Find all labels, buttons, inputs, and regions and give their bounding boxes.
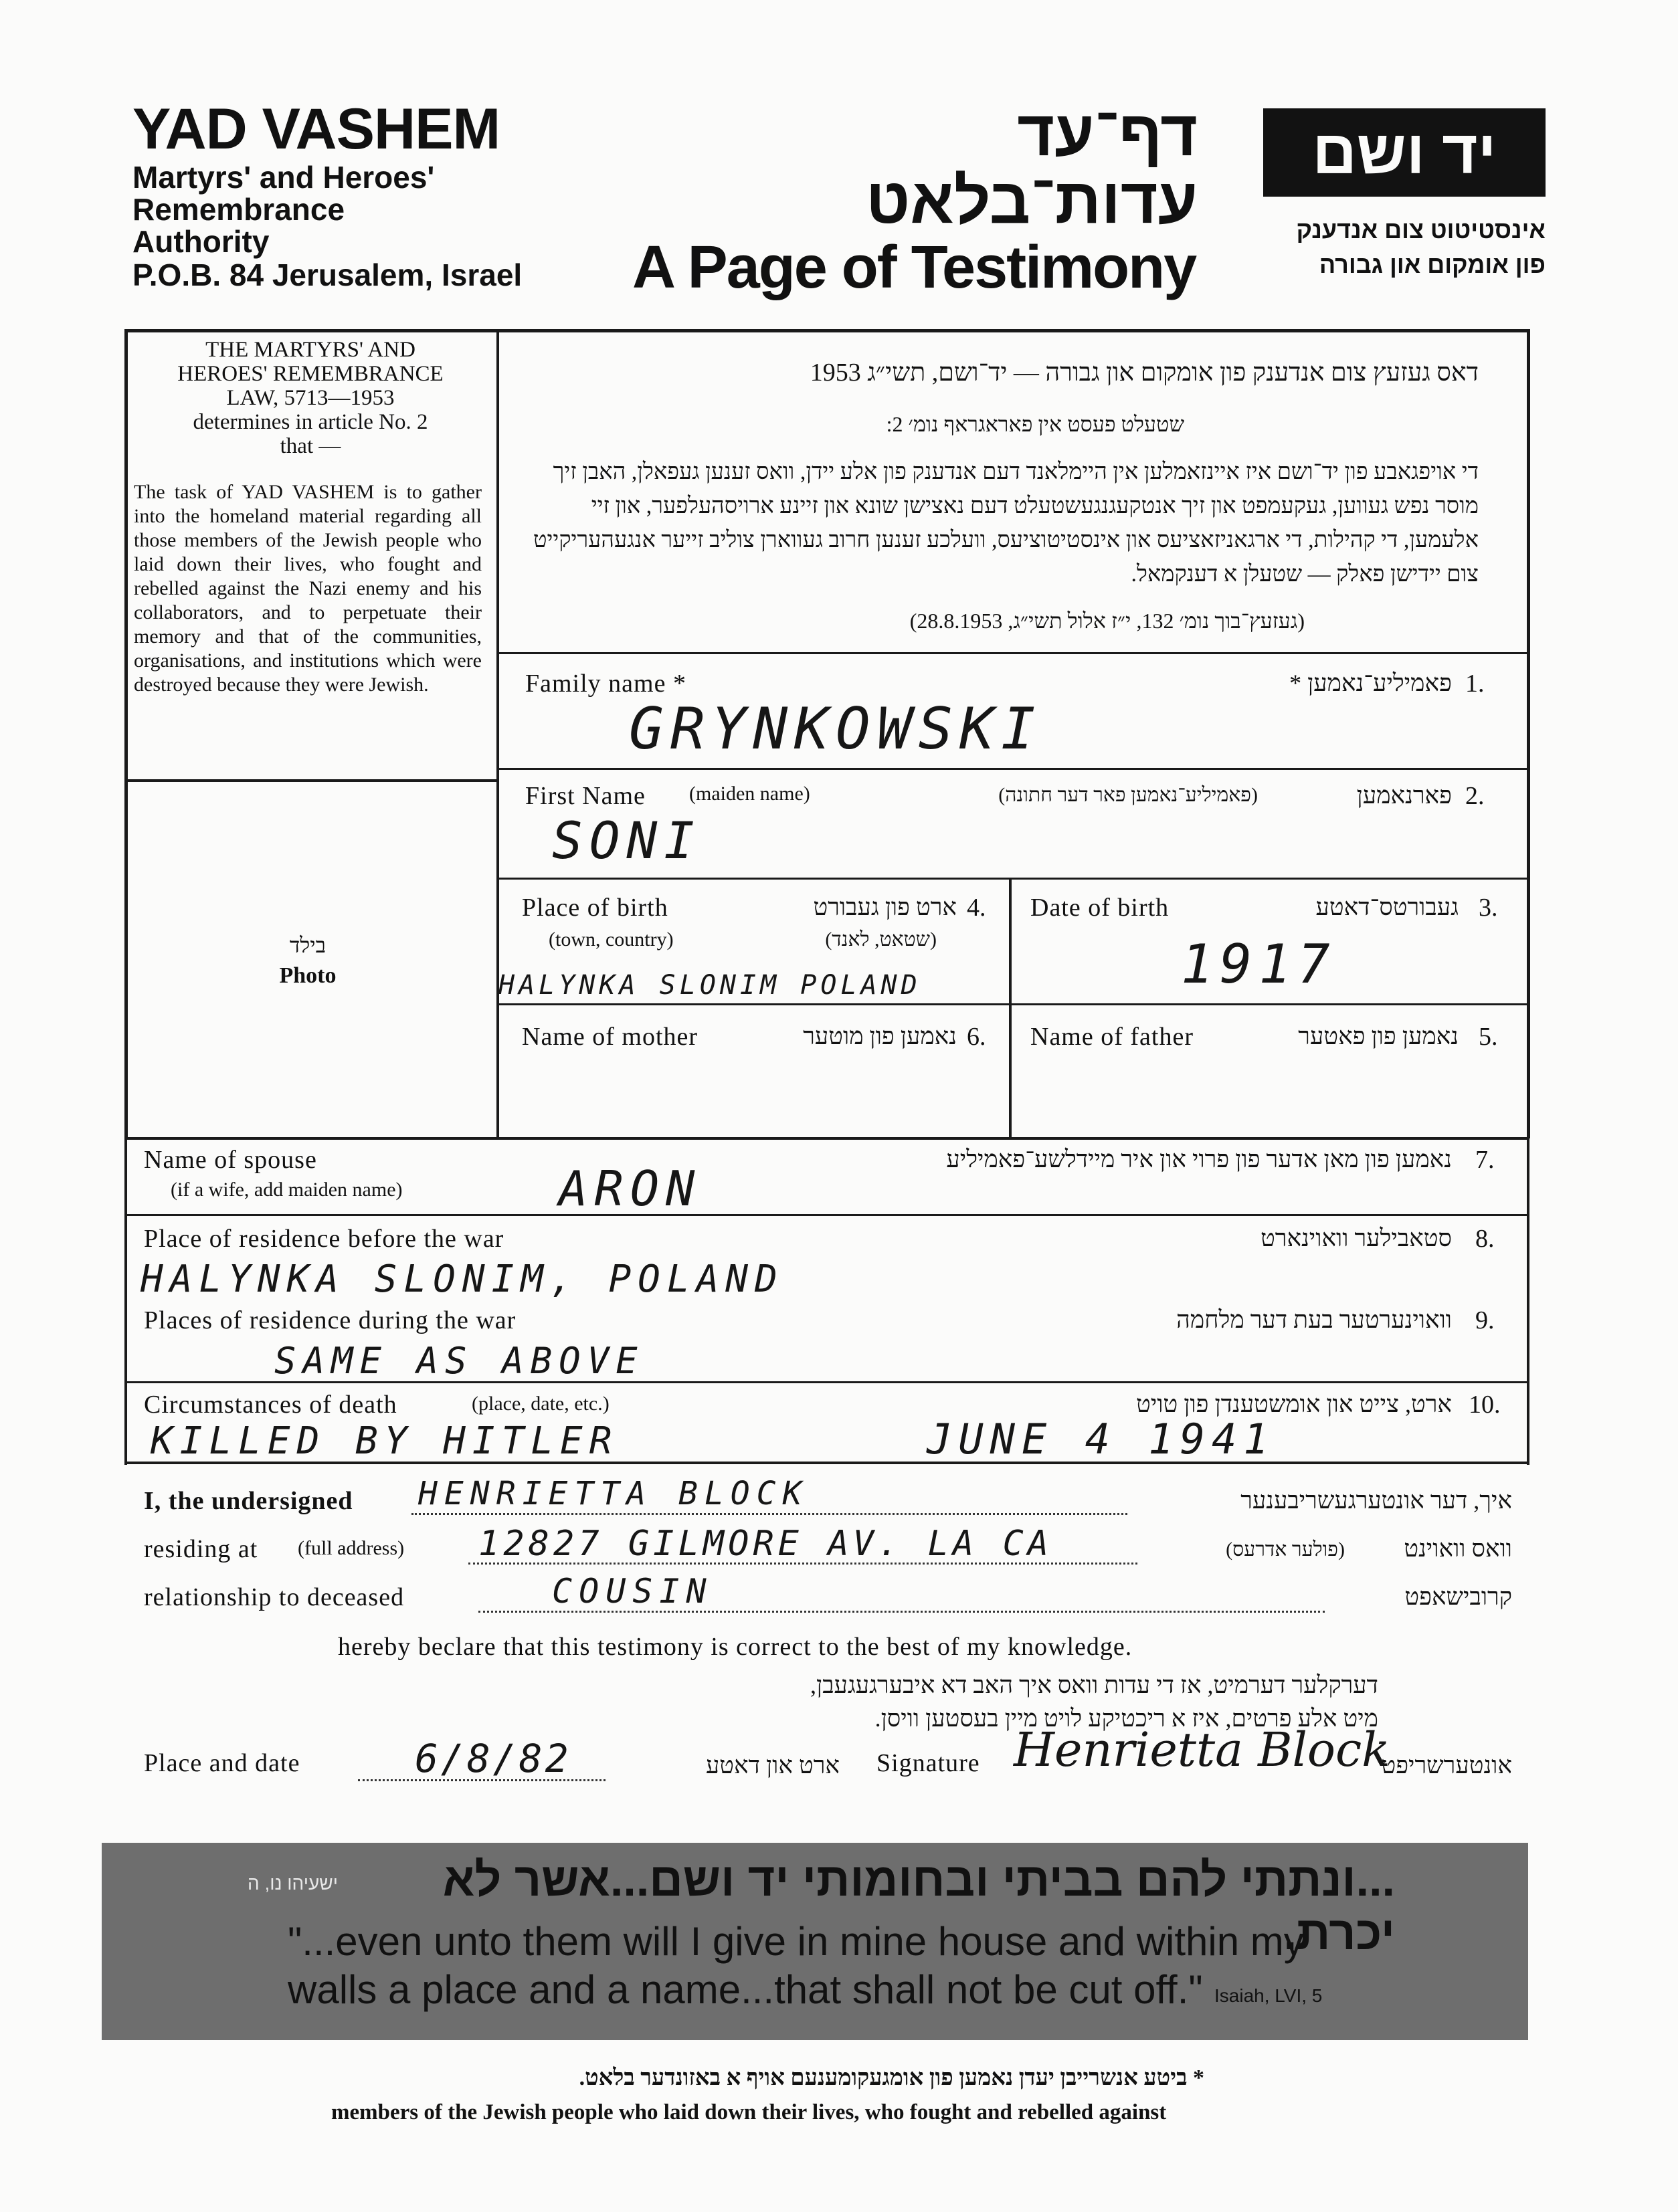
declaration-hebrew-line-2: מיט אלע פרטים, איז א ריכטיקע לויט מיין בעסטען וויסן. [874, 1705, 1378, 1732]
first-name-label: First Name [525, 782, 646, 810]
hebrew-title-line-2: עדות־בלאט [866, 165, 1198, 237]
place-of-birth-sublabel: (town, country) [549, 928, 674, 950]
declaration-hebrew-line-1: דערקלער דערמיט, אז די עדות וואס איך האב דא איבערגעגעבן, [810, 1672, 1378, 1698]
spouse-hebrew-label: נאמען פון מאן אדער פון פרוי און איר מיידלשע־פאמיליע [946, 1146, 1452, 1173]
declaration-text: hereby beclare that this testimony is correct to the best of my knowledge. [338, 1633, 1133, 1661]
relationship-dotted-line [478, 1611, 1325, 1613]
residence-during-hebrew-label: וואוינערטער בעת דער מלחמה [1176, 1306, 1452, 1333]
law-hebrew-title: דאס געזעץ צום אנדענק פון אומקום און גבורה — יד־ושם, תשי״ג 1953 [810, 359, 1479, 387]
spouse-value[interactable]: ARON [559, 1161, 702, 1217]
undersigned-value[interactable]: HENRIETTA BLOCK [418, 1475, 809, 1512]
first-name-hebrew-note: (פאמיליע־נאמען פאר דער חתונה) [998, 784, 1258, 806]
banner-verse-line-1: "...even unto them will I give in mine house and within my [288, 1919, 1304, 1964]
law-hebrew-subtitle: שטעלט פעסט אין פאראגראף נומ׳ 2: [886, 412, 1184, 436]
name-of-mother-hebrew-label: נאמען פון מוטער [803, 1023, 957, 1049]
first-name-number: 2. [1465, 782, 1485, 810]
residence-during-label: Places of residence during the war [144, 1306, 517, 1334]
org-title: YAD VASHEM [132, 97, 500, 161]
law-heading-line-3: LAW, 5713—1953 [226, 386, 395, 410]
law-heading-line-5: that — [280, 434, 341, 458]
form-left-border [124, 329, 128, 1138]
row-2-top [496, 768, 1529, 770]
row-3-top [496, 878, 1529, 880]
residence-during-value[interactable]: SAME AS ABOVE [274, 1340, 644, 1382]
date-of-birth-hebrew-label: געבורטס־דאטע [1315, 894, 1459, 920]
page-title: A Page of Testimony [632, 234, 1196, 301]
undersigned-dotted-line [411, 1513, 1127, 1515]
row-3-divider [1009, 879, 1012, 1138]
date-of-birth-number: 3. [1479, 894, 1498, 922]
place-of-birth-value[interactable]: HALYNKA SLONIM POLAND [498, 970, 921, 1001]
address-dotted-line [468, 1563, 1137, 1565]
relationship-value[interactable]: COUSIN [552, 1572, 713, 1611]
form-top-border [124, 329, 1529, 332]
first-name-value[interactable]: SONI [552, 811, 702, 870]
residence-before-label: Place of residence before the war [144, 1225, 504, 1253]
residing-at-hebrew-label: וואס וואוינט [1404, 1535, 1512, 1562]
row-4-top [496, 1003, 1529, 1005]
photo-hebrew-label: בילד [289, 933, 327, 957]
place-of-birth-number: 4. [967, 894, 986, 922]
law-box-text: The task of YAD VASHEM is to gather into the homeland material regarding all those members of the Jewish people who laid down their lives, who fought and rebelled against the Nazi enemy and his collaborators, and to perpetuate their memory and that of the communities, organisations, and institutions which were destroyed because they were Jewish. [134, 481, 482, 696]
yad-vashem-logo: יד ושם [1263, 108, 1546, 197]
death-circumstances-label: Circumstances of death [144, 1391, 397, 1419]
first-name-note: (maiden name) [689, 783, 810, 805]
org-address: P.O.B. 84 Jerusalem, Israel [132, 258, 523, 292]
law-box-bottom [124, 779, 498, 782]
first-name-hebrew-label: פארנאמען [1356, 782, 1452, 809]
signature-label: Signature [876, 1749, 980, 1777]
law-hebrew-body: די אויפגאבע פון יד־ושם איז איינזאמלען אין היימלאנד דעם אנדענק פון אלע יידן, וואס זענען געפאלן, האבן זיך מוסר נפש געווען, געקעמפט און זיך אנטקעגנגעשטעלט דעם נאצישן שונא און זיינע ארויסהעלפער, און זיי אלעמען, די קהילות, די ארגאניזאציעס און אינסטיטוציעס, וועלכע זענען חרוב געווארן צוליב זייער אנגעהעריקייט צום יידישן פאלק — שטעלן א דענקמאל. [533, 460, 1479, 587]
row-1-top [496, 652, 1529, 654]
law-column-divider [496, 331, 499, 1137]
signature-hebrew-label: אונטערשריפט [1381, 1752, 1512, 1779]
spouse-label: Name of spouse [144, 1146, 317, 1174]
place-date-value[interactable]: 6/8/82 [415, 1736, 571, 1781]
name-of-mother-label: Name of mother [522, 1023, 698, 1051]
footnote-hebrew: * ביטע אנשרייבן יעדן נאמען פון אומגעקומענעם אויף א באזונדער בלאט. [579, 2066, 1204, 2090]
family-name-value[interactable]: GRYNKOWSKI [629, 696, 1042, 763]
banner-hebrew-reference: ישעיהו נו, ה [248, 1873, 338, 1894]
hebrew-title [796, 100, 1198, 235]
lower-right-border [1527, 1137, 1529, 1465]
date-of-birth-label: Date of birth [1030, 894, 1170, 922]
name-of-father-number: 5. [1479, 1023, 1498, 1051]
name-of-father-hebrew-label: נאמען פון פאטער [1298, 1023, 1459, 1049]
residence-during-number: 9. [1475, 1306, 1495, 1334]
banner-reference: Isaiah, LVI, 5 [1214, 1985, 1323, 2006]
photo-label: Photo [279, 963, 337, 988]
org-line-1: Martyrs' and Heroes' [132, 160, 435, 195]
org-line-3: Authority [132, 224, 270, 259]
residence-before-number: 8. [1475, 1225, 1495, 1253]
date-of-birth-value[interactable]: 1917 [1181, 933, 1337, 995]
undersigned-label: I, the undersigned [144, 1487, 353, 1515]
relationship-hebrew-label: קרובישאפט [1404, 1583, 1512, 1610]
death-circumstances-hebrew-label: ארט, צייט און אומשטענדן פון טויט [1136, 1391, 1452, 1417]
place-of-birth-hebrew-label: ארט פון געבורט [813, 894, 957, 920]
law-box-heading [131, 338, 490, 458]
hebrew-institute-line-1: אינסטיטוט צום אנדענק [1296, 216, 1546, 243]
law-heading-line-2: HEROES' REMEMBRANCE [177, 362, 444, 386]
family-name-hebrew-label: פאמיליע־נאמען * [1289, 670, 1452, 696]
form-right-border [1527, 329, 1530, 1138]
residing-at-label: residing at [144, 1535, 258, 1563]
place-date-hebrew-label: ארט און דאטע [705, 1752, 840, 1779]
family-name-label: Family name * [525, 670, 686, 698]
law-heading-line-4: determines in article No. 2 [193, 410, 428, 434]
death-circumstances-note: (place, date, etc.) [472, 1393, 610, 1415]
place-date-dotted-line [358, 1779, 605, 1781]
family-name-number: 1. [1465, 670, 1485, 698]
org-line-2: Remembrance [132, 192, 345, 227]
hebrew-title-line-1: דף־עד [1017, 98, 1198, 169]
undersigned-hebrew-label: איך, דער אונטערגעשריבענער [1240, 1487, 1512, 1514]
hebrew-institute-name [1204, 213, 1546, 282]
banner-verse-line-2: walls a place and a name...that shall not be cut off." [288, 1967, 1203, 2012]
residing-at-hebrew-note: (פולער אדרעס) [1226, 1538, 1345, 1561]
signature-value[interactable]: Henrietta Block [1014, 1722, 1390, 1777]
place-of-birth-label: Place of birth [522, 894, 668, 922]
row-8-top [124, 1214, 1529, 1216]
death-date-value[interactable]: JUNE 4 1941 [927, 1415, 1275, 1464]
spouse-number: 7. [1475, 1146, 1495, 1174]
row-7-top [124, 1137, 1529, 1140]
relationship-label: relationship to deceased [144, 1583, 405, 1611]
death-circumstances-number: 10. [1469, 1391, 1501, 1419]
hebrew-institute-line-2: פון אומקום און גבורה [1319, 251, 1546, 279]
address-value[interactable]: 12827 GILMORE AV. LA CA [478, 1524, 1053, 1564]
law-heading-line-1: THE MARTYRS' AND [205, 338, 415, 362]
death-circumstances-value[interactable]: KILLED BY HITLER [151, 1419, 619, 1463]
place-date-label: Place and date [144, 1749, 300, 1777]
residing-at-note: (full address) [298, 1537, 405, 1559]
residence-before-value[interactable]: HALYNKA SLONIM, POLAND [141, 1258, 784, 1301]
name-of-father-label: Name of father [1030, 1023, 1194, 1051]
spouse-sublabel: (if a wife, add maiden name) [171, 1179, 403, 1201]
residence-before-hebrew-label: סטאבילער וואוינארט [1261, 1225, 1452, 1251]
footnote-english: members of the Jewish people who laid down their lives, who fought and rebelled against [331, 2100, 1167, 2124]
banner-hebrew-verse: ...ונתתי להם בביתי ובחומותי יד ושם...אשר לא יכרת. [442, 1853, 1395, 1959]
lower-left-border [124, 1137, 127, 1465]
law-hebrew-citation: (געזעץ־בוך נומ׳ 132, י״ז אלול תשי״ג, 28.8.1953) [909, 609, 1305, 633]
place-of-birth-hebrew-sublabel: (שטאט, לאנד) [825, 928, 937, 950]
name-of-mother-number: 6. [967, 1023, 986, 1051]
